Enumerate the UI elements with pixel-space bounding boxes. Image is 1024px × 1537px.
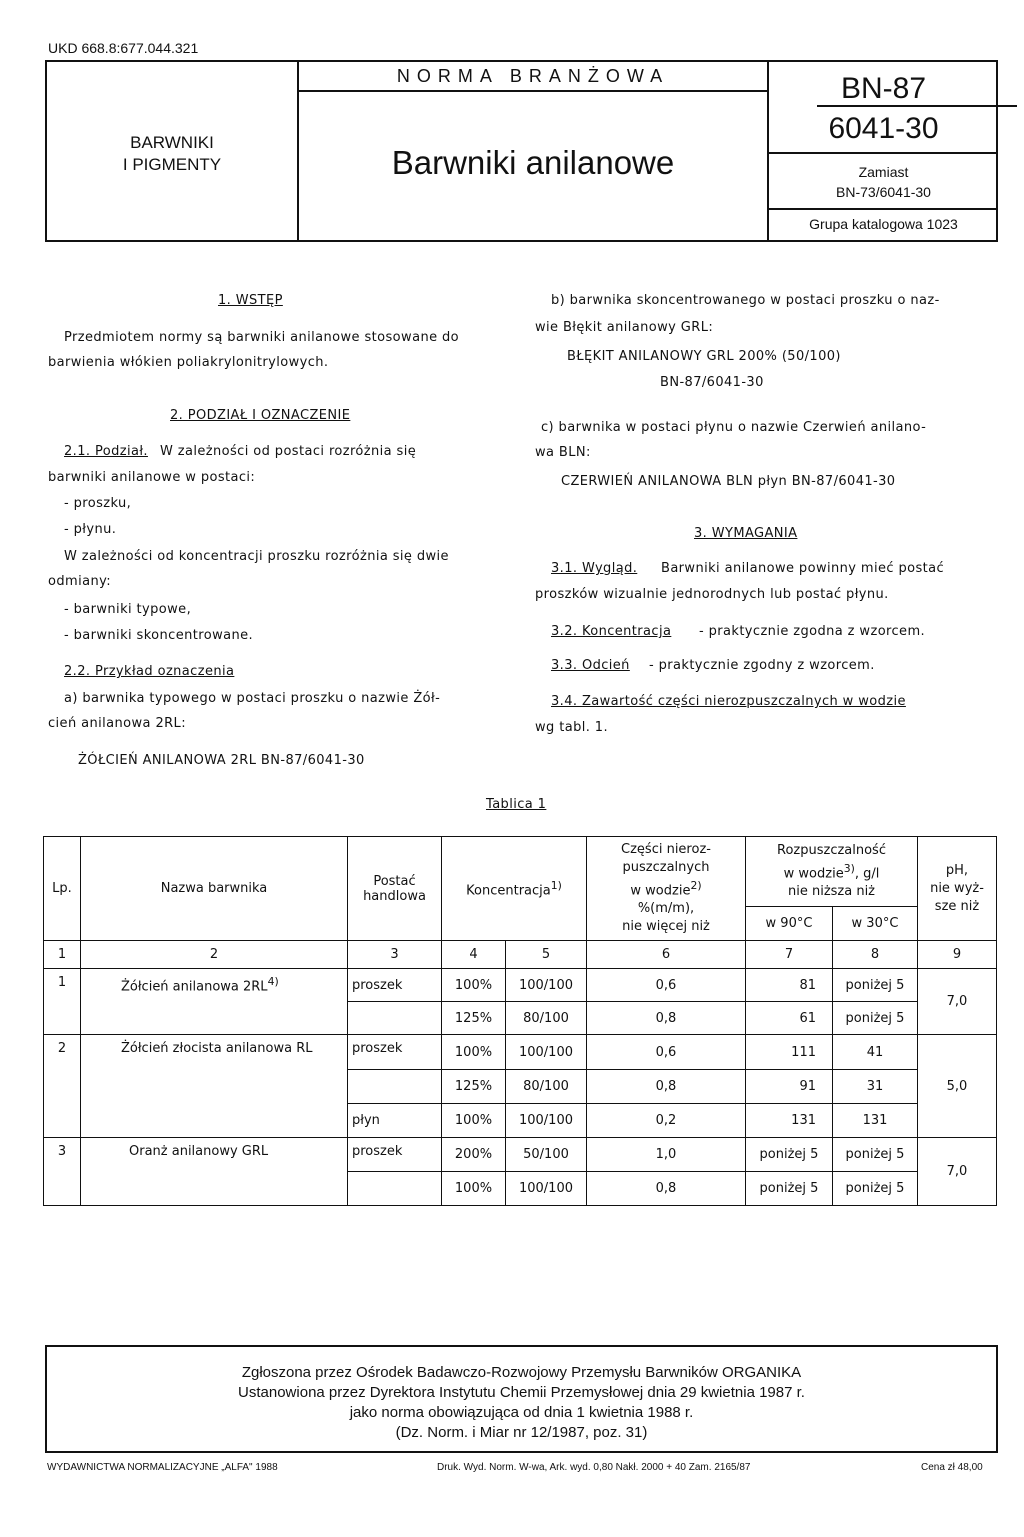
price: Cena zł 48,00 <box>921 1462 983 1473</box>
header-concentration-label: Koncentracja <box>466 883 551 899</box>
column-number: 2 <box>81 941 348 969</box>
header-insoluble-line: Części nieroz- <box>621 841 711 857</box>
row-form <box>348 1172 442 1206</box>
norma-label: NORMA BRANŻOWA <box>396 66 670 86</box>
row-ph: 7,0 <box>918 969 997 1035</box>
blank-area <box>473 1272 829 1332</box>
column-number: 5 <box>506 941 587 969</box>
footnote-ref: 1) <box>550 878 562 892</box>
list-item: - płynu. <box>64 522 117 537</box>
row-form: proszek <box>348 969 442 1002</box>
row-concentration-ratio: 80/100 <box>506 1002 587 1035</box>
section31-number: 3.1. Wygląd. <box>551 561 638 576</box>
column-number: 6 <box>587 941 746 969</box>
header-insoluble <box>587 837 746 941</box>
standard-number-line2: 6041-30 <box>828 112 939 145</box>
example-designation: ŻÓŁCIEŃ ANILANOWA 2RL BN-87/6041-30 <box>78 753 365 768</box>
row-w90: 131 <box>746 1104 833 1138</box>
text-line: wg tabl. 1. <box>535 720 609 735</box>
header-form <box>348 837 442 941</box>
text-line: a) barwnika typowego w postaci proszku o nazwie Żół- <box>64 691 441 706</box>
row-lp: 2 <box>44 1035 81 1138</box>
section1-heading: 1. WSTĘP <box>218 293 283 308</box>
row-w90: 81 <box>746 969 833 1002</box>
header-concentration <box>442 837 587 941</box>
replaces <box>769 162 998 202</box>
header-ph-line: pH, <box>945 862 969 878</box>
row-insoluble: 1,0 <box>587 1138 746 1172</box>
row-concentration-ratio: 50/100 <box>506 1138 587 1172</box>
row-lp: 1 <box>44 969 81 1035</box>
header-insoluble-line: w wodzie$^{2)}$ <box>630 878 702 899</box>
footer-line: Zgłoszona przez Ośrodek Badawczo-Rozwojowy Przemysłu Barwników ORGANIKA <box>241 1364 802 1381</box>
header-insoluble-line: nie więcej niż <box>622 919 710 935</box>
row-w90: 61 <box>746 1002 833 1035</box>
footer-line: jako norma obowiązująca od dnia 1 kwietnia 1988 r. <box>349 1404 694 1421</box>
section21-number: 2.1. Podział. <box>64 444 148 459</box>
section34-number: 3.4. Zawartość części nierozpuszczalnych w wodzie <box>551 694 906 709</box>
row-insoluble: 0,8 <box>587 1070 746 1104</box>
row-concentration-pct: 100% <box>442 1172 506 1206</box>
header-ph-line: sze niż <box>934 898 980 914</box>
section32-number: 3.2. Koncentracja <box>551 624 672 639</box>
footnote-ref: 2) <box>690 878 702 892</box>
text-line: cień anilanowa 2RL: <box>48 716 186 731</box>
row-w90: poniżej 5 <box>746 1172 833 1206</box>
row-insoluble: 0,8 <box>587 1002 746 1035</box>
category-line2: I PIGMENTY <box>122 155 222 174</box>
row-insoluble: 0,8 <box>587 1172 746 1206</box>
text-line: - praktycznie zgodna z wzorcem. <box>699 624 926 639</box>
row-form: proszek <box>348 1035 442 1070</box>
header-box <box>45 60 998 242</box>
header-ph <box>918 837 997 941</box>
category-line1: BARWNIKI <box>130 133 214 152</box>
row-w30: poniżej 5 <box>833 1138 918 1172</box>
row-concentration-ratio: 100/100 <box>506 969 587 1002</box>
text-line: c) barwnika w postaci płynu o nazwie Czerwień anilano- <box>541 420 927 435</box>
row-concentration-pct: 100% <box>442 1035 506 1070</box>
header-insoluble-line: puszczalnych <box>622 859 710 875</box>
row-w90: 111 <box>746 1035 833 1070</box>
column-number: 7 <box>746 941 833 969</box>
header-name: Nazwa barwnika <box>81 837 348 941</box>
header-w30: w 30°C <box>833 907 918 941</box>
print-info: Druk. Wyd. Norm. W-wa, Ark. wyd. 0,80 Nakł. 2000 + 40 Zam. 2165/87 <box>437 1462 751 1473</box>
text-line: wie Błękit anilanowy GRL: <box>535 320 714 335</box>
text-line: Przedmiotem normy są barwniki anilanowe stosowane do <box>64 330 460 345</box>
text-line: wa BLN: <box>535 445 591 460</box>
header-form-line1: Postać <box>373 873 416 889</box>
column-number: 8 <box>833 941 918 969</box>
row-insoluble: 0,6 <box>587 1035 746 1070</box>
list-item: - barwniki typowe, <box>64 602 192 617</box>
document-title: Barwniki anilanowe <box>391 144 675 181</box>
table-row <box>44 1035 997 1070</box>
row-concentration-pct: 125% <box>442 1070 506 1104</box>
header-solubility <box>746 837 918 907</box>
section33-number: 3.3. Odcień <box>551 658 630 673</box>
table-caption: Tablica 1 <box>486 797 547 812</box>
row-concentration-ratio: 100/100 <box>506 1035 587 1070</box>
data-table <box>43 836 997 1206</box>
header-solubility-line: nie niższa niż <box>787 884 876 900</box>
row-form: płyn <box>348 1104 442 1138</box>
section22-heading: 2.2. Przykład oznaczenia <box>64 664 235 679</box>
row-form <box>348 1070 442 1104</box>
row-lp: 3 <box>44 1138 81 1206</box>
table-row <box>44 1138 997 1172</box>
text-line: odmiany: <box>48 574 112 589</box>
example-designation: BŁĘKIT ANILANOWY GRL 200% (50/100) <box>567 349 841 364</box>
column-number: 4 <box>442 941 506 969</box>
row-ph: 5,0 <box>918 1035 997 1138</box>
row-concentration-pct: 100% <box>442 1104 506 1138</box>
row-w90: poniżej 5 <box>746 1138 833 1172</box>
row-w90: 91 <box>746 1070 833 1104</box>
row-w30: poniżej 5 <box>833 1002 918 1035</box>
header-ph-line: nie wyż- <box>930 880 984 896</box>
section3-heading: 3. WYMAGANIA <box>694 526 798 541</box>
row-name: Oranż anilanowy GRL <box>81 1138 348 1206</box>
row-ph: 7,0 <box>918 1138 997 1206</box>
row-name: Żółcień złocista anilanowa RL <box>81 1035 348 1138</box>
column-number: 1 <box>44 941 81 969</box>
text-line: - praktycznie zgodny z wzorcem. <box>649 658 875 673</box>
udc-code: UKD 668.8:677.044.321 <box>48 40 199 56</box>
category <box>47 132 297 176</box>
publisher: WYDAWNICTWA NORMALIZACYJNE „ALFA" 1988 <box>47 1462 278 1473</box>
row-concentration-ratio: 80/100 <box>506 1070 587 1104</box>
replaces-label: Zamiast <box>858 164 909 180</box>
text-line: barwienia włókien poliakrylonitrylowych. <box>48 355 329 370</box>
footer-line: Ustanowiona przez Dyrektora Instytutu Chemii Przemysłowej dnia 29 kwietnia 1987 r. <box>238 1384 805 1401</box>
column-number: 3 <box>348 941 442 969</box>
list-item: - barwniki skoncentrowane. <box>64 628 254 643</box>
row-w30: poniżej 5 <box>833 969 918 1002</box>
row-w30: 131 <box>833 1104 918 1138</box>
table-row <box>44 969 997 1002</box>
header-w90: w 90°C <box>746 907 833 941</box>
row-concentration-pct: 100% <box>442 969 506 1002</box>
footer-line: (Dz. Norm. i Miar nr 12/1987, poz. 31) <box>395 1424 648 1441</box>
example-designation: BN-87/6041-30 <box>660 375 764 390</box>
row-concentration-ratio: 100/100 <box>506 1104 587 1138</box>
header-solubility-line: Rozpuszczalność <box>777 842 886 858</box>
row-concentration-pct: 125% <box>442 1002 506 1035</box>
text-line: Barwniki anilanowe powinny mieć postać <box>661 561 945 576</box>
replaces-value: BN-73/6041-30 <box>836 184 931 200</box>
header-solubility-line: w wodzie$^{3)}$, g/l <box>783 861 880 882</box>
row-w30: poniżej 5 <box>833 1172 918 1206</box>
row-name: Żółcień anilanowa 2RL$^{4)}$ <box>81 969 348 1035</box>
header-insoluble-line: %(m/m), <box>637 901 695 917</box>
row-form <box>348 1002 442 1035</box>
list-item: - proszku, <box>64 496 132 511</box>
row-form: proszek <box>348 1138 442 1172</box>
footnote-ref: 3) <box>843 861 855 875</box>
column-number: 9 <box>918 941 997 969</box>
text-line: proszków wizualnie jednorodnych lub postać płynu. <box>535 587 889 602</box>
row-w30: 31 <box>833 1070 918 1104</box>
footer-box <box>45 1345 998 1453</box>
text-line: b) barwnika skoncentrowanego w postaci proszku o naz- <box>551 293 940 308</box>
example-designation: CZERWIEŃ ANILANOWA BLN płyn BN-87/6041-30 <box>561 474 896 489</box>
footnote-ref: 4) <box>267 975 279 988</box>
standard-number-line1: BN-87 <box>840 72 927 105</box>
section2-heading: 2. PODZIAŁ I OZNACZENIE <box>170 408 351 423</box>
header-lp: Lp. <box>44 837 81 941</box>
row-concentration-ratio: 100/100 <box>506 1172 587 1206</box>
text-line: barwniki anilanowe w postaci: <box>48 470 256 485</box>
row-concentration-pct: 200% <box>442 1138 506 1172</box>
text-line: W zależności od koncentracji proszku rozróżnia się dwie <box>64 549 449 564</box>
row-insoluble: 0,6 <box>587 969 746 1002</box>
catalog-group: Grupa katalogowa 1023 <box>809 216 958 232</box>
text-line: W zależności od postaci rozróżnia się <box>160 444 417 459</box>
header-form-line2: handlowa <box>363 888 426 904</box>
row-insoluble: 0,2 <box>587 1104 746 1138</box>
row-w30: 41 <box>833 1035 918 1070</box>
